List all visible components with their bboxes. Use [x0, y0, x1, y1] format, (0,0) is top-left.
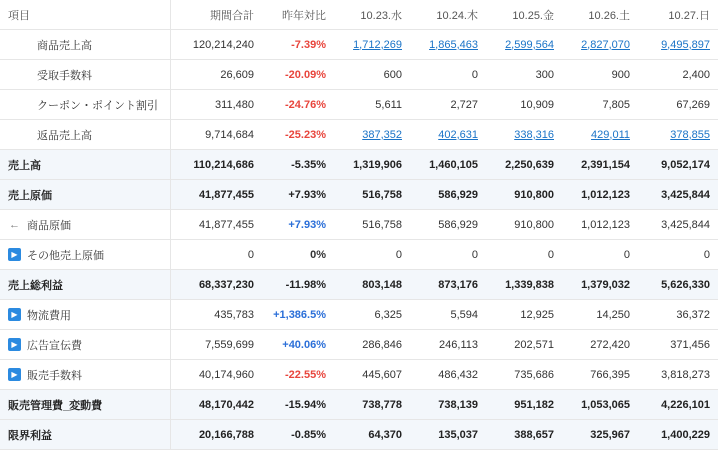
arrow-left-icon[interactable]: ←	[9, 218, 20, 231]
cell-total: 48,170,442	[170, 390, 262, 420]
row-label-cell	[0, 270, 170, 300]
cell-yoy: 0%	[262, 240, 334, 270]
expand-chevron-icon[interactable]: ▶	[8, 368, 21, 381]
table-row	[0, 150, 718, 180]
cell-day-4: 900	[562, 60, 638, 90]
cell-day-1: 516,758	[334, 210, 410, 240]
cell-day-3: 1,339,838	[486, 270, 562, 300]
expand-chevron-icon[interactable]: ▶	[8, 308, 21, 321]
row-label: 返品売上高	[37, 129, 92, 142]
cell-day-5: 36,372	[638, 300, 718, 330]
cell-day-1: 600	[334, 60, 410, 90]
cell-yoy: -24.76%	[262, 90, 334, 120]
cell-day-3[interactable]: 2,599,564	[486, 30, 562, 60]
cell-total: 41,877,455	[170, 180, 262, 210]
cell-day-5: 3,425,844	[638, 210, 718, 240]
cell-day-2[interactable]: 402,631	[410, 120, 486, 150]
cell-day-5: 0	[638, 240, 718, 270]
cell-day-4: 7,805	[562, 90, 638, 120]
cell-yoy: +1,386.5%	[262, 300, 334, 330]
cell-day-1: 5,611	[334, 90, 410, 120]
cell-day-2: 5,594	[410, 300, 486, 330]
row-label-cell	[0, 330, 170, 360]
icon-placeholder	[18, 98, 31, 111]
table-header	[0, 0, 718, 30]
column-header-day-5[interactable]: 10.27.日	[638, 0, 718, 30]
table-row	[0, 360, 718, 390]
row-label-cell	[0, 420, 170, 450]
cell-total: 26,609	[170, 60, 262, 90]
cell-total: 7,559,699	[170, 330, 262, 360]
table-row	[0, 120, 718, 150]
row-label-cell	[0, 240, 170, 270]
cell-day-3: 12,925	[486, 300, 562, 330]
row-label: 販売管理費_変動費	[8, 399, 103, 412]
table-row	[0, 90, 718, 120]
cell-total: 41,877,455	[170, 210, 262, 240]
cell-yoy: -22.55%	[262, 360, 334, 390]
cell-total: 20,166,788	[170, 420, 262, 450]
row-label-cell	[0, 360, 170, 390]
row-label: クーポン・ポイント割引	[37, 99, 158, 112]
cell-day-5: 2,400	[638, 60, 718, 90]
cell-day-5[interactable]: 9,495,897	[638, 30, 718, 60]
cell-day-5: 3,818,273	[638, 360, 718, 390]
cell-total: 68,337,230	[170, 270, 262, 300]
cell-day-4: 1,012,123	[562, 180, 638, 210]
cell-day-2: 738,139	[410, 390, 486, 420]
cell-day-3: 300	[486, 60, 562, 90]
table-row	[0, 30, 718, 60]
cell-day-4: 2,391,154	[562, 150, 638, 180]
cell-day-4: 325,967	[562, 420, 638, 450]
row-label-cell	[0, 30, 170, 60]
cell-total: 9,714,684	[170, 120, 262, 150]
cell-yoy: -7.39%	[262, 30, 334, 60]
cell-day-2[interactable]: 1,865,463	[410, 30, 486, 60]
table-row	[0, 330, 718, 360]
cell-day-3: 910,800	[486, 210, 562, 240]
cell-day-5: 4,226,101	[638, 390, 718, 420]
cell-day-2: 2,727	[410, 90, 486, 120]
cell-day-3: 951,182	[486, 390, 562, 420]
row-label: 売上高	[8, 159, 41, 172]
table-row	[0, 60, 718, 90]
cell-day-4: 14,250	[562, 300, 638, 330]
cell-day-1: 803,148	[334, 270, 410, 300]
column-header-total[interactable]: 期間合計	[170, 0, 262, 30]
row-label: 広告宣伝費	[27, 339, 82, 352]
cell-day-5: 3,425,844	[638, 180, 718, 210]
cell-day-5: 5,626,330	[638, 270, 718, 300]
cell-day-5: 67,269	[638, 90, 718, 120]
cell-day-4: 0	[562, 240, 638, 270]
cell-total: 40,174,960	[170, 360, 262, 390]
cell-day-3: 0	[486, 240, 562, 270]
row-label-cell	[0, 150, 170, 180]
cell-day-3: 202,571	[486, 330, 562, 360]
cell-total: 311,480	[170, 90, 262, 120]
expand-chevron-icon[interactable]: ▶	[8, 248, 21, 261]
cell-day-4: 1,379,032	[562, 270, 638, 300]
header-row	[0, 0, 718, 30]
icon-placeholder	[18, 128, 31, 141]
row-label: 受取手数料	[37, 69, 92, 82]
cell-day-1: 64,370	[334, 420, 410, 450]
cell-yoy: -20.09%	[262, 60, 334, 90]
cell-day-1: 738,778	[334, 390, 410, 420]
table-row	[0, 240, 718, 270]
cell-day-2: 873,176	[410, 270, 486, 300]
cell-total: 435,783	[170, 300, 262, 330]
cell-day-2: 1,460,105	[410, 150, 486, 180]
cell-yoy: -15.94%	[262, 390, 334, 420]
expand-chevron-icon[interactable]: ▶	[8, 338, 21, 351]
cell-day-1: 0	[334, 240, 410, 270]
row-label: 販売手数料	[27, 369, 82, 382]
table-row	[0, 300, 718, 330]
row-label-cell	[0, 60, 170, 90]
column-header-label[interactable]: 項目	[0, 0, 170, 30]
table-row	[0, 180, 718, 210]
cell-day-3: 2,250,639	[486, 150, 562, 180]
column-header-day-3[interactable]: 10.25.金	[486, 0, 562, 30]
cell-day-2: 0	[410, 240, 486, 270]
row-label: 売上原価	[8, 189, 52, 202]
cell-yoy: -25.23%	[262, 120, 334, 150]
cell-yoy: +40.06%	[262, 330, 334, 360]
cell-day-4: 272,420	[562, 330, 638, 360]
table-row	[0, 390, 718, 420]
row-label: 売上総利益	[8, 279, 63, 292]
cell-day-2: 246,113	[410, 330, 486, 360]
cell-day-2: 135,037	[410, 420, 486, 450]
table-row	[0, 420, 718, 450]
cell-day-3: 735,686	[486, 360, 562, 390]
icon-placeholder	[18, 68, 31, 81]
cell-yoy: -11.98%	[262, 270, 334, 300]
row-label-cell	[0, 180, 170, 210]
row-label-cell	[0, 390, 170, 420]
cell-yoy: -0.85%	[262, 420, 334, 450]
cell-day-1: 6,325	[334, 300, 410, 330]
cell-day-2: 0	[410, 60, 486, 90]
cell-day-2: 586,929	[410, 180, 486, 210]
row-label: 物流費用	[27, 309, 71, 322]
cell-day-3: 388,657	[486, 420, 562, 450]
row-label-cell	[0, 90, 170, 120]
cell-day-1: 445,607	[334, 360, 410, 390]
cell-total: 0	[170, 240, 262, 270]
row-label: 限界利益	[8, 429, 52, 442]
cell-day-4: 1,012,123	[562, 210, 638, 240]
cell-day-4: 766,395	[562, 360, 638, 390]
cell-day-3: 10,909	[486, 90, 562, 120]
column-header-day-1[interactable]: 10.23.水	[334, 0, 410, 30]
cell-day-4[interactable]: 2,827,070	[562, 30, 638, 60]
row-label-cell	[0, 300, 170, 330]
cell-day-1: 1,319,906	[334, 150, 410, 180]
table-row	[0, 210, 718, 240]
cell-total: 120,214,240	[170, 30, 262, 60]
cell-day-3: 910,800	[486, 180, 562, 210]
cell-yoy: -5.35%	[262, 150, 334, 180]
cell-day-5: 1,400,229	[638, 420, 718, 450]
row-label: その他売上原価	[27, 249, 104, 262]
table-row	[0, 270, 718, 300]
row-label: 商品原価	[27, 219, 71, 232]
cell-day-5: 9,052,174	[638, 150, 718, 180]
cell-day-5[interactable]: 378,855	[638, 120, 718, 150]
row-label: 商品売上高	[37, 39, 92, 52]
row-label-cell	[0, 120, 170, 150]
row-label-cell	[0, 210, 170, 240]
cell-day-1[interactable]: 1,712,269	[334, 30, 410, 60]
cell-day-1: 286,846	[334, 330, 410, 360]
cell-yoy: +7.93%	[262, 210, 334, 240]
cell-day-4[interactable]: 429,011	[562, 120, 638, 150]
cell-day-5: 371,456	[638, 330, 718, 360]
cell-day-1: 516,758	[334, 180, 410, 210]
cell-day-4: 1,053,065	[562, 390, 638, 420]
column-header-day-4[interactable]: 10.26.土	[562, 0, 638, 30]
column-header-yoy[interactable]: 昨年対比	[262, 0, 334, 30]
cell-day-1[interactable]: 387,352	[334, 120, 410, 150]
cell-total: 110,214,686	[170, 150, 262, 180]
table-body	[0, 30, 718, 450]
icon-placeholder	[18, 38, 31, 51]
cell-yoy: +7.93%	[262, 180, 334, 210]
cell-day-2: 586,929	[410, 210, 486, 240]
column-header-day-2[interactable]: 10.24.木	[410, 0, 486, 30]
cell-day-2: 486,432	[410, 360, 486, 390]
cell-day-3[interactable]: 338,316	[486, 120, 562, 150]
